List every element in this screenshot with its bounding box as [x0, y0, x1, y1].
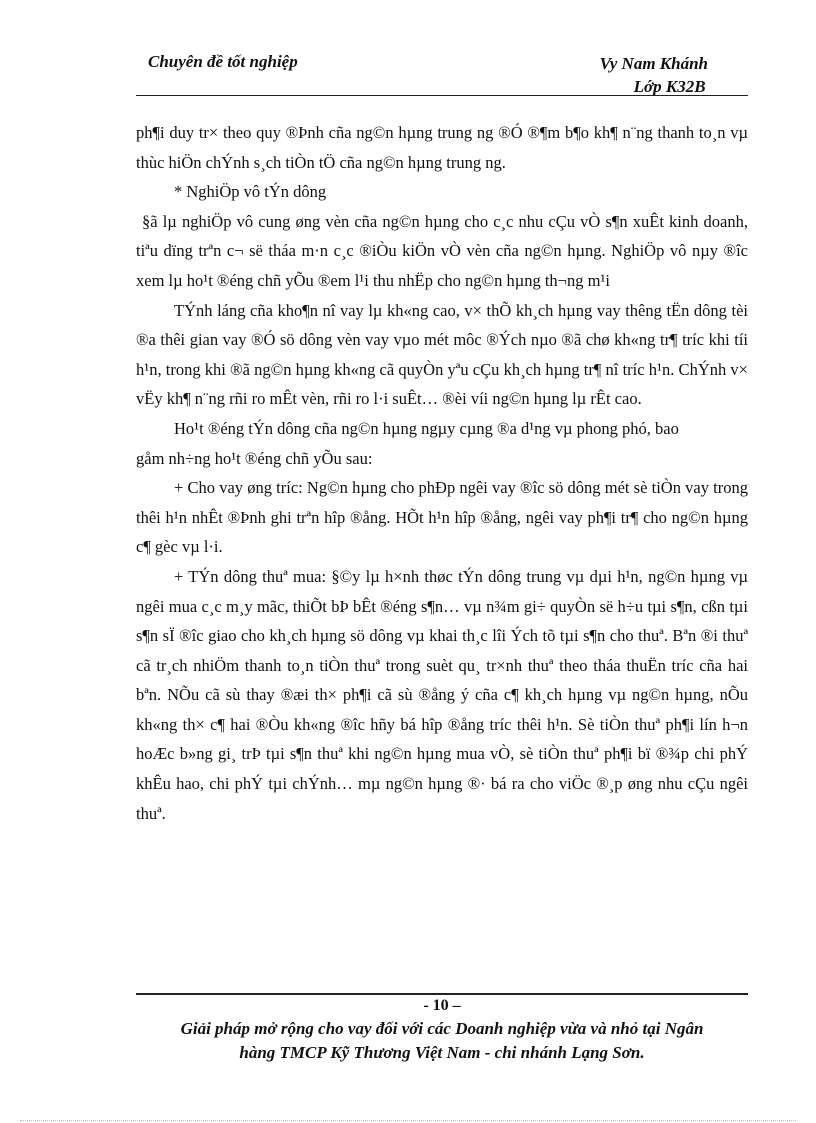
footer-thesis-title — [136, 1017, 748, 1065]
page-body — [136, 118, 748, 828]
header-author-block — [600, 52, 708, 98]
footer-title-line: Giải pháp mở rộng cho vay đối với các Doanh nghiệp vừa và nhỏ tại Ngân — [180, 1019, 704, 1038]
footer-divider — [136, 993, 748, 995]
header-author-name: Vy Nam Khánh — [599, 54, 708, 73]
section-heading: * NghiÖp vô tÝn dông — [174, 182, 327, 202]
page-header — [136, 50, 748, 96]
body-paragraph: §ã lµ nghiÖp vô cung øng vèn cña ng©n hµng cho c¸c nhu cÇu vÒ s¶n xuÊt kinh doanh, tiªu dïng trªn c¬ së tháa m·n c¸c ®iÒu kiÖn vÒ vèn cña ng©n hµng. NghiÖp vô nµy ®îc xem lµ ho¹t ®éng chñ yÕu ®em l¹i thu nhËp cho ng©n hµng th¬ng m¹i — [136, 211, 748, 290]
body-paragraph: + TÝn dông thuª mua: §©y lµ h×nh thøc tÝn dông trung vµ dµi h¹n, ng©n hµng vµ ngêi mua c¸c m¸y mãc, thiÕt bÞ bÊt ®éng s¶n… vµ n¾m gi÷ quyÒn së h÷u tµi s¶n, cßn tµi s¶n sÏ ®îc giao cho kh¸ch hµng sö dông vµ khai th¸c lîi Ých tõ tµi s¶n cho thuª. Bªn ®i thuª cã tr¸ch nhiÖm thanh to¸n tiÒn thuª trong suèt qu¸ tr×nh thuª theo tháa thuËn tríc cña hai bªn. NÕu cã sù thay ®æi th× ph¶i cã sù ®ång ý cña c¶ kh¸ch hµng vµ ng©n hµng, nÕu kh«ng th× c¶ hai ®Òu kh«ng ®îc hñy bá hîp ®ång tríc thêi h¹n. Sè tiÒn thuª ph¶i lín h¬n hoÆc b»ng gi¸ trÞ tµi s¶n thuª khi ng©n hµng mua vÒ, sè tiÒn thuª ph¶i bï ®¾p chi phÝ khÊu hao, chi phÝ tµi chÝnh… mµ ng©n hµng ®· bá ra cho viÖc ®¸p øng nhu cÇu ngêi thuª. — [136, 566, 748, 823]
body-paragraph: + Cho vay øng tríc: Ng©n hµng cho phÐp ngêi vay ®îc sö dông mét sè tiÒn vay trong thêi h¹n nhÊt ®Þnh ghi trªn hîp ®ång. HÕt h¹n hîp ®ång, ngêi vay ph¶i tr¶ cho ng©n hµng c¶ gèc vµ l·i. — [136, 478, 748, 557]
body-paragraph: ph¶i duy tr× theo quy ®Þnh cña ng©n hµng trung ng ®Ó ®¶m b¶o kh¶ n¨ng thanh to¸n vµ thùc hiÖn chÝnh s¸ch tiÒn tÖ cña ng©n hµng trung ng. — [136, 123, 748, 172]
header-document-type: Chuyên đề tốt nghiệp — [148, 52, 298, 71]
header-divider — [136, 95, 748, 96]
body-paragraph: gåm nh÷ng ho¹t ®éng chñ yÕu sau: — [136, 448, 373, 468]
page-number: - 10 – — [423, 997, 461, 1014]
body-paragraph: TÝnh láng cña kho¶n nî vay lµ kh«ng cao, v× thÕ kh¸ch hµng vay thêng tËn dông tèi ®a thêi gian vay ®Ó sö dông vèn vay vµo mét môc ®Ých nµo ®ã chø kh«ng tr¶ tríc khi tíi h¹n, trong khi ®ã ng©n hµng kh«ng cã quyÒn yªu cÇu kh¸ch hµng tr¶ nî tríc h¹n. ChÝnh v× vËy kh¶ n¨ng rñi ro mÊt vèn, rñi ro l·i suÊt… ®èi víi ng©n hµng lµ rÊt cao. — [136, 300, 748, 409]
page-bottom-border — [20, 1120, 796, 1121]
body-paragraph: Ho¹t ®éng tÝn dông cña ng©n hµng ngµy cµng ®a d¹ng vµ phong phó, bao — [174, 418, 679, 438]
footer-title-line: hàng TMCP Kỹ Thương Việt Nam - chi nhánh Lạng Sơn. — [239, 1043, 645, 1062]
header-class: Lớp K32B — [633, 77, 706, 96]
